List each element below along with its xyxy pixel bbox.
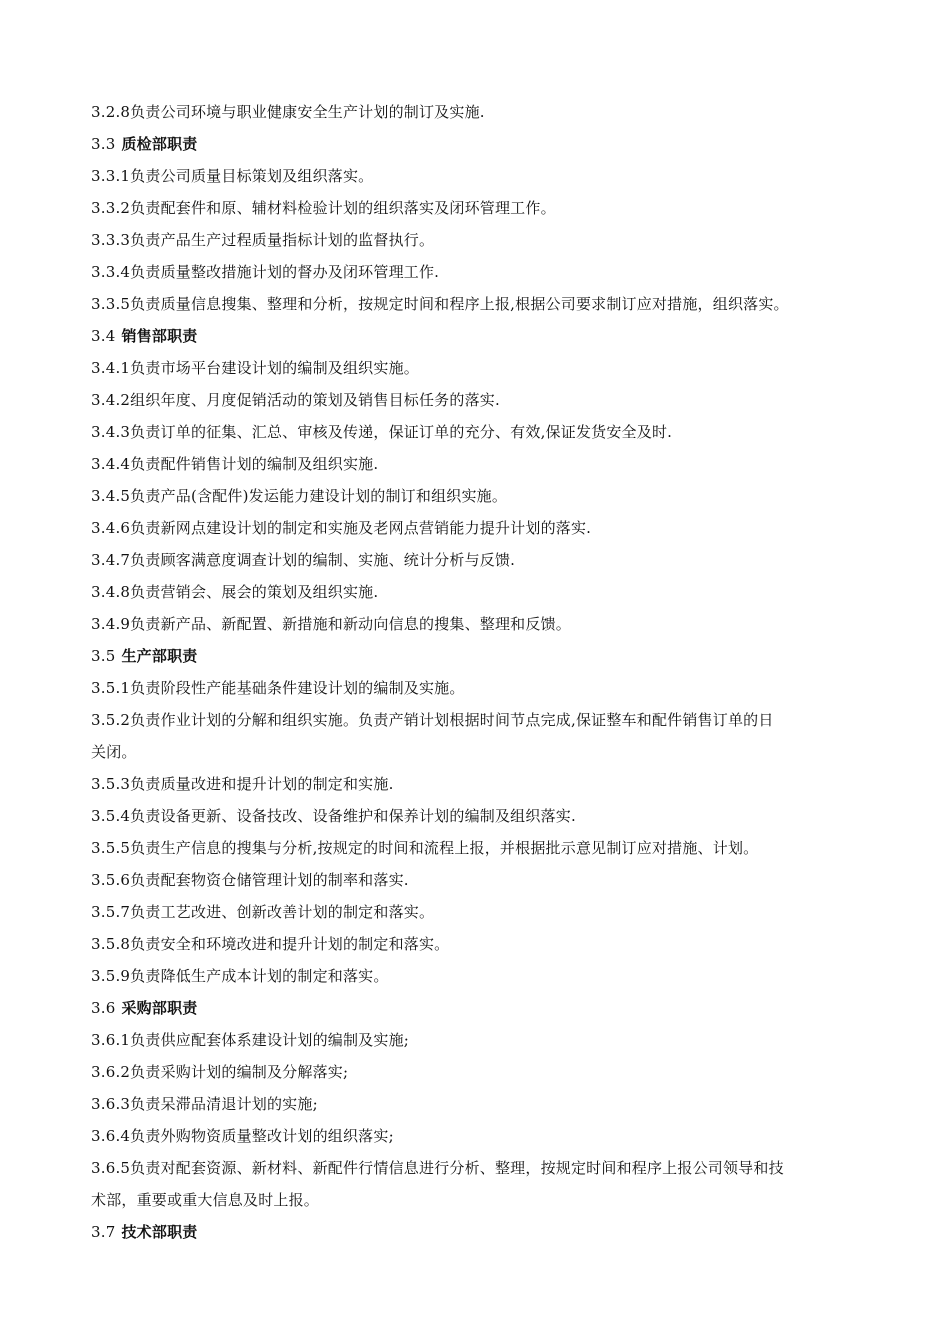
section-heading	[91, 320, 871, 352]
section-heading	[91, 640, 871, 672]
paragraph-line: 3.6.2负责采购计划的编制及分解落实;	[91, 1063, 349, 1081]
paragraph-line: 3.5.3负责质量改进和提升计划的制定和实施.	[91, 775, 394, 793]
paragraph-line: 3.4.6负责新网点建设计划的制定和实施及老网点营销能力提升计划的落实.	[91, 519, 592, 537]
paragraph-line: 3.6.3负责呆滞品清退计划的实施;	[91, 1095, 318, 1113]
paragraph-line: 3.2.8负责公司环境与职业健康安全生产计划的制订及实施.	[91, 103, 485, 121]
section-number: 3.7	[91, 1223, 116, 1241]
paragraph-line: 3.4.2组织年度、月度促销活动的策划及销售目标任务的落实.	[91, 391, 500, 409]
paragraph-line: 3.3.5负责质量信息搜集、整理和分析，按规定时间和程序上报,根据公司要求制订应对措施，组织落实。	[91, 295, 789, 313]
section-title: 生产部职责	[121, 647, 198, 665]
paragraph-line: 3.6.5负责对配套资源、新材料、新配件行情信息进行分析、整理，按规定时间和程序上报公司领导和技	[91, 1159, 784, 1177]
paragraph-line: 3.3.2负责配套件和原、辅材料检验计划的组织落实及闭环管理工作。	[91, 199, 556, 217]
paragraph-line: 3.5.2负责作业计划的分解和组织实施。负责产销计划根据时间节点完成,保证整车和配件销售订单的日	[91, 711, 774, 729]
paragraph-line: 3.5.8负责安全和环境改进和提升计划的制定和落实。	[91, 935, 450, 953]
section-number: 3.5	[91, 647, 116, 665]
paragraph-line: 3.3.1负责公司质量目标策划及组织落实。	[91, 167, 374, 185]
paragraph-line: 3.3.3负责产品生产过程质量指标计划的监督执行。	[91, 231, 435, 249]
section-title: 质检部职责	[121, 135, 198, 153]
document-page	[91, 96, 871, 1248]
section-number: 3.6	[91, 999, 116, 1017]
paragraph-line: 3.5.6负责配套物资仓储管理计划的制率和落实.	[91, 871, 409, 889]
paragraph-line: 3.4.7负责顾客满意度调查计划的编制、实施、统计分析与反馈.	[91, 551, 516, 569]
paragraph-line: 3.4.3负责订单的征集、汇总、审核及传递，保证订单的充分、有效,保证发货安全及时.	[91, 423, 673, 441]
section-heading	[91, 128, 871, 160]
paragraph-line: 术部，重要或重大信息及时上报。	[91, 1191, 320, 1209]
paragraph-line: 3.6.1负责供应配套体系建设计划的编制及实施;	[91, 1031, 410, 1049]
paragraph-line: 3.5.7负责工艺改进、创新改善计划的制定和落实。	[91, 903, 435, 921]
paragraph-line: 3.5.4负责设备更新、设备技改、设备维护和保养计划的编制及组织落实.	[91, 807, 576, 825]
paragraph-line: 3.5.9负责降低生产成本计划的制定和落实。	[91, 967, 389, 985]
section-number: 3.3	[91, 135, 116, 153]
section-title: 采购部职责	[121, 999, 198, 1017]
paragraph-line: 3.4.9负责新产品、新配置、新措施和新动向信息的搜集、整理和反馈。	[91, 615, 571, 633]
paragraph-line: 3.5.5负责生产信息的搜集与分析,按规定的时间和流程上报，并根据批示意见制订应对措施、计划。	[91, 839, 759, 857]
paragraph-line: 3.6.4负责外购物资质量整改计划的组织落实;	[91, 1127, 394, 1145]
paragraph-line: 关闭。	[91, 743, 137, 761]
paragraph-line: 3.4.5负责产品(含配件)发运能力建设计划的制订和组织实施。	[91, 487, 508, 505]
section-title: 销售部职责	[121, 327, 198, 345]
paragraph-line: 3.5.1负责阶段性产能基础条件建设计划的编制及实施。	[91, 679, 465, 697]
section-number: 3.4	[91, 327, 116, 345]
paragraph-line: 3.4.4负责配件销售计划的编制及组织实施.	[91, 455, 379, 473]
paragraph-line: 3.4.1负责市场平台建设计划的编制及组织实施。	[91, 359, 419, 377]
paragraph-line: 3.4.8负责营销会、展会的策划及组织实施.	[91, 583, 379, 601]
section-heading	[91, 1216, 871, 1248]
paragraph-line: 3.3.4负责质量整改措施计划的督办及闭环管理工作.	[91, 263, 440, 281]
section-title: 技术部职责	[121, 1223, 198, 1241]
section-heading	[91, 992, 871, 1024]
